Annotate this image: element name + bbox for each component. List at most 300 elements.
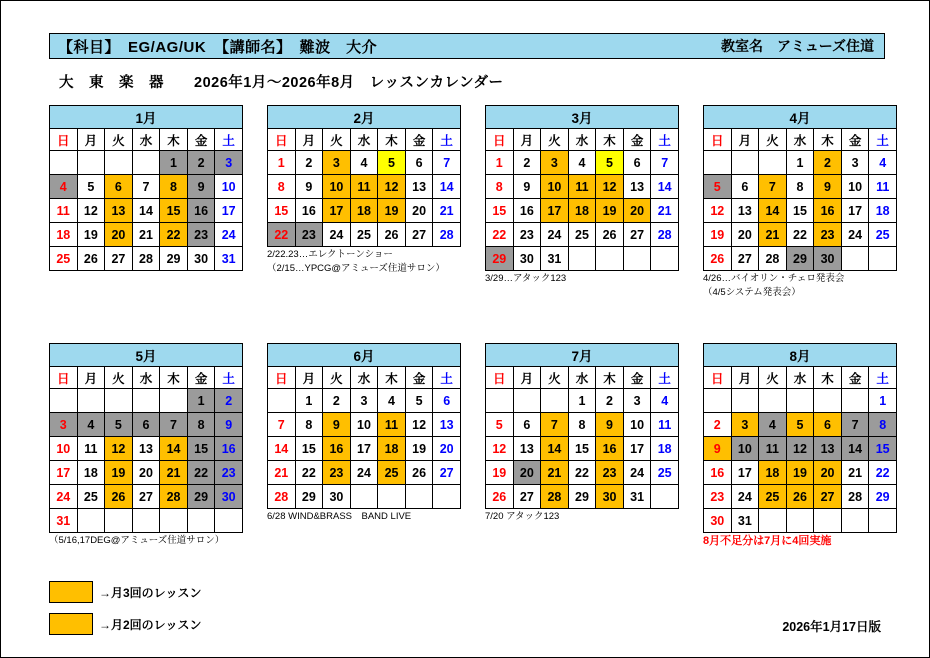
calendar-day-cell: 19 (786, 461, 814, 485)
calendar-month (49, 105, 243, 271)
page-title: 大 東 楽 器 2026年1月～2026年8月 レッスンカレンダー (59, 75, 504, 91)
calendar-day-cell: 20 (433, 437, 461, 461)
calendar-day-cell: 14 (433, 175, 461, 199)
calendar-note: 2/22.23…エレクトーンショー (267, 249, 393, 260)
calendar-day-cell: 5 (378, 151, 406, 175)
weekday-header: 水 (786, 367, 814, 389)
calendar-day-cell: 1 (187, 389, 215, 413)
calendar-day-cell: 8 (187, 413, 215, 437)
calendar-day-cell: 6 (405, 151, 433, 175)
calendar-day-cell: 22 (295, 461, 323, 485)
calendar-day-cell: 12 (786, 437, 814, 461)
calendar-table (49, 105, 243, 271)
calendar-month (267, 343, 461, 523)
calendar-day-cell: 5 (596, 151, 624, 175)
weekday-header: 火 (759, 367, 787, 389)
calendar-day-cell: 28 (651, 223, 679, 247)
calendar-day-cell: 27 (105, 247, 133, 271)
calendar-note: （4/5システム発表会） (703, 286, 801, 298)
calendar-day-cell: 21 (132, 223, 160, 247)
calendar-day-cell: 15 (295, 437, 323, 461)
calendar-day-cell: 4 (759, 413, 787, 437)
calendar-cell-empty (132, 151, 160, 175)
weekday-header: 月 (513, 129, 541, 151)
weekday-header: 火 (541, 129, 569, 151)
calendar-day-cell: 9 (814, 175, 842, 199)
calendar-day-cell: 25 (568, 223, 596, 247)
calendar-day-cell: 27 (405, 223, 433, 247)
calendar-day-cell: 23 (513, 223, 541, 247)
weekday-header: 金 (841, 367, 869, 389)
calendar-day-cell: 13 (105, 199, 133, 223)
calendar-day-cell: 28 (160, 485, 188, 509)
calendar-day-cell: 16 (215, 437, 243, 461)
calendar-day-cell: 29 (869, 485, 897, 509)
calendar-day-cell: 15 (187, 437, 215, 461)
calendar-day-cell: 28 (541, 485, 569, 509)
calendar-day-cell: 26 (77, 247, 105, 271)
calendar-day-cell: 7 (268, 413, 296, 437)
calendar-day-cell: 25 (378, 461, 406, 485)
calendar-day-cell: 20 (132, 461, 160, 485)
calendar-month-title: 1月 (50, 106, 243, 129)
calendar-cell-empty (350, 485, 378, 509)
calendar-day-cell: 15 (160, 199, 188, 223)
weekday-header: 土 (215, 129, 243, 151)
calendar-day-cell: 17 (323, 199, 351, 223)
calendar-day-cell: 31 (541, 247, 569, 271)
calendar-day-cell: 10 (50, 437, 78, 461)
weekday-header: 月 (295, 129, 323, 151)
calendar-month-title: 5月 (50, 344, 243, 367)
calendar-day-cell: 22 (486, 223, 514, 247)
calendar-day-cell: 24 (541, 223, 569, 247)
calendar-day-cell: 17 (841, 199, 869, 223)
calendar-day-cell: 20 (814, 461, 842, 485)
calendar-day-cell: 12 (77, 199, 105, 223)
calendar-day-cell: 4 (378, 389, 406, 413)
calendar-day-cell: 20 (623, 199, 651, 223)
calendar-month (703, 343, 897, 549)
legend-item (49, 581, 202, 603)
calendar-day-cell: 6 (623, 151, 651, 175)
calendar-day-cell: 9 (704, 437, 732, 461)
weekday-header: 木 (160, 129, 188, 151)
calendar-month-title: 3月 (486, 106, 679, 129)
weekday-header: 土 (651, 129, 679, 151)
calendar-day-cell: 10 (215, 175, 243, 199)
calendar-day-cell: 2 (187, 151, 215, 175)
calendar-day-cell: 10 (350, 413, 378, 437)
calendar-cell-empty (841, 389, 869, 413)
calendar-note: 3/29…アタック123 (485, 273, 567, 284)
calendar-cell-empty (651, 247, 679, 271)
calendar-month-title: 7月 (486, 344, 679, 367)
calendar-day-cell: 9 (596, 413, 624, 437)
calendar-day-cell: 2 (704, 413, 732, 437)
calendar-cell-empty (160, 509, 188, 533)
calendar-note: 4/26…バイオリン・チェロ発表会 (703, 273, 845, 284)
calendar-day-cell: 7 (160, 413, 188, 437)
calendar-cell-empty (596, 247, 624, 271)
calendar-day-cell: 20 (513, 461, 541, 485)
calendar-day-cell: 5 (486, 413, 514, 437)
calendar-cell-empty (704, 389, 732, 413)
calendar-day-cell: 23 (295, 223, 323, 247)
calendar-day-cell: 21 (651, 199, 679, 223)
calendar-day-cell: 26 (378, 223, 406, 247)
calendar-day-cell: 12 (596, 175, 624, 199)
weekday-header: 金 (405, 367, 433, 389)
calendar-day-cell: 5 (704, 175, 732, 199)
calendar-day-cell: 19 (105, 461, 133, 485)
calendar-day-cell: 14 (841, 437, 869, 461)
weekday-header: 日 (486, 129, 514, 151)
calendar-day-cell: 30 (513, 247, 541, 271)
calendar-day-cell: 19 (77, 223, 105, 247)
calendar-day-cell: 6 (731, 175, 759, 199)
calendar-day-cell: 28 (759, 247, 787, 271)
weekday-header: 金 (405, 129, 433, 151)
calendar-cell-empty (623, 247, 651, 271)
calendar-cell-empty (215, 509, 243, 533)
weekday-header: 月 (731, 367, 759, 389)
calendar-day-cell: 23 (814, 223, 842, 247)
calendar-day-cell: 27 (623, 223, 651, 247)
weekday-header: 水 (568, 129, 596, 151)
calendar-day-cell: 27 (132, 485, 160, 509)
calendar-day-cell: 22 (869, 461, 897, 485)
calendar-day-cell: 18 (651, 437, 679, 461)
legend-label-3-lessons: →月3回のレッスン (99, 585, 202, 600)
calendar-month-title: 2月 (268, 106, 461, 129)
calendar-day-cell: 23 (704, 485, 732, 509)
calendar-cell-empty (568, 247, 596, 271)
calendar-day-cell: 8 (486, 175, 514, 199)
footer-version-date: 2026年1月17日版 (782, 620, 881, 634)
calendar-day-cell: 28 (132, 247, 160, 271)
calendar-month (485, 105, 679, 285)
calendar-day-cell: 31 (731, 509, 759, 533)
weekday-header: 火 (323, 367, 351, 389)
calendar-day-cell: 18 (568, 199, 596, 223)
weekday-header: 金 (623, 367, 651, 389)
calendar-day-cell: 11 (759, 437, 787, 461)
weekday-header: 土 (433, 129, 461, 151)
calendar-day-cell: 24 (841, 223, 869, 247)
calendar-day-cell: 14 (268, 437, 296, 461)
calendar-cell-empty (77, 151, 105, 175)
calendar-day-cell: 15 (568, 437, 596, 461)
calendar-day-cell: 6 (513, 413, 541, 437)
weekday-header: 火 (105, 367, 133, 389)
calendar-cell-empty (105, 509, 133, 533)
weekday-header: 木 (160, 367, 188, 389)
calendar-day-cell: 20 (405, 199, 433, 223)
calendar-day-cell: 19 (378, 199, 406, 223)
calendar-day-cell: 16 (513, 199, 541, 223)
calendar-day-cell: 1 (160, 151, 188, 175)
weekday-header: 月 (77, 367, 105, 389)
calendar-day-cell: 30 (814, 247, 842, 271)
calendar-cell-empty (132, 389, 160, 413)
calendar-day-cell: 10 (323, 175, 351, 199)
calendar-day-cell: 27 (513, 485, 541, 509)
calendar-day-cell: 21 (433, 199, 461, 223)
calendar-day-cell: 5 (786, 413, 814, 437)
legend (49, 581, 202, 645)
calendar-day-cell: 1 (786, 151, 814, 175)
calendar-day-cell: 24 (350, 461, 378, 485)
weekday-header: 火 (323, 129, 351, 151)
calendar-day-cell: 7 (651, 151, 679, 175)
calendar-table (267, 105, 461, 247)
calendar-day-cell: 18 (759, 461, 787, 485)
calendar-cell-empty (77, 389, 105, 413)
calendar-day-cell: 3 (350, 389, 378, 413)
calendar-day-cell: 24 (731, 485, 759, 509)
calendar-day-cell: 12 (105, 437, 133, 461)
calendar-day-cell: 12 (486, 437, 514, 461)
calendar-day-cell: 18 (350, 199, 378, 223)
calendar-day-cell: 7 (433, 151, 461, 175)
calendar-cell-empty (841, 247, 869, 271)
calendar-day-cell: 3 (623, 389, 651, 413)
calendar-table (267, 343, 461, 509)
calendar-cell-empty (841, 509, 869, 533)
calendar-day-cell: 27 (433, 461, 461, 485)
weekday-header: 水 (350, 367, 378, 389)
calendar-cell-empty (378, 485, 406, 509)
calendar-cell-empty (77, 509, 105, 533)
calendar-cell-empty (759, 151, 787, 175)
calendar-day-cell: 6 (105, 175, 133, 199)
weekday-header: 木 (596, 129, 624, 151)
calendar-day-cell: 14 (759, 199, 787, 223)
calendar-day-cell: 4 (568, 151, 596, 175)
calendar-day-cell: 2 (814, 151, 842, 175)
weekday-header: 水 (786, 129, 814, 151)
calendar-cell-empty (132, 509, 160, 533)
weekday-header: 水 (132, 129, 160, 151)
calendar-day-cell: 3 (50, 413, 78, 437)
calendar-day-cell: 7 (759, 175, 787, 199)
calendar-note: （2/15…YPCG@アミューズ住道サロン） (267, 262, 445, 274)
calendar-day-cell: 1 (268, 151, 296, 175)
weekday-header: 土 (651, 367, 679, 389)
calendar-day-cell: 26 (486, 485, 514, 509)
calendar-day-cell: 26 (405, 461, 433, 485)
weekday-header: 火 (759, 129, 787, 151)
calendar-day-cell: 4 (50, 175, 78, 199)
weekday-header: 土 (215, 367, 243, 389)
calendar-day-cell: 20 (731, 223, 759, 247)
header-subject-instructor: 【科目】 EG/AG/UK 【講師名】 難波 大介 (58, 38, 378, 56)
calendar-cell-empty (759, 389, 787, 413)
calendar-note: 7/20 アタック123 (485, 511, 560, 522)
header-classroom: 教室名 アミューズ住道 (720, 38, 874, 54)
calendar-day-cell: 17 (350, 437, 378, 461)
calendar-day-cell: 22 (786, 223, 814, 247)
calendar-cell-empty (731, 389, 759, 413)
calendar-month (485, 343, 679, 523)
calendar-day-cell: 6 (814, 413, 842, 437)
calendar-day-cell: 21 (841, 461, 869, 485)
calendar-table (485, 343, 679, 509)
calendar-day-cell: 23 (215, 461, 243, 485)
weekday-header: 月 (77, 129, 105, 151)
calendar-day-cell: 9 (187, 175, 215, 199)
weekday-header: 水 (350, 129, 378, 151)
calendar-day-cell: 21 (160, 461, 188, 485)
calendar-day-cell: 3 (731, 413, 759, 437)
calendar-day-cell: 16 (704, 461, 732, 485)
calendar-day-cell: 17 (50, 461, 78, 485)
calendar-day-cell: 11 (50, 199, 78, 223)
weekday-header: 水 (132, 367, 160, 389)
calendar-day-cell: 19 (596, 199, 624, 223)
legend-label-2-lessons: →月2回のレッスン (99, 617, 202, 632)
calendar-day-cell: 25 (350, 223, 378, 247)
calendar-day-cell: 28 (841, 485, 869, 509)
calendar-day-cell: 29 (187, 485, 215, 509)
calendar-day-cell: 7 (541, 413, 569, 437)
calendar-day-cell: 11 (378, 413, 406, 437)
calendar-day-cell: 2 (215, 389, 243, 413)
calendar-day-cell: 15 (786, 199, 814, 223)
calendar-day-cell: 3 (323, 151, 351, 175)
calendar-day-cell: 26 (596, 223, 624, 247)
calendar-day-cell: 9 (295, 175, 323, 199)
calendar-day-cell: 22 (160, 223, 188, 247)
calendar-cell-empty (105, 151, 133, 175)
calendar-table (703, 343, 897, 533)
calendar-day-cell: 27 (814, 485, 842, 509)
calendar-cell-empty (786, 509, 814, 533)
weekday-header: 日 (704, 367, 732, 389)
calendar-day-cell: 25 (869, 223, 897, 247)
calendar-day-cell: 16 (596, 437, 624, 461)
calendar-day-cell: 9 (323, 413, 351, 437)
calendar-day-cell: 26 (786, 485, 814, 509)
weekday-header: 日 (704, 129, 732, 151)
calendar-day-cell: 16 (323, 437, 351, 461)
weekday-header: 日 (50, 367, 78, 389)
weekday-header: 木 (378, 129, 406, 151)
calendar-table (49, 343, 243, 533)
calendar-day-cell: 7 (841, 413, 869, 437)
calendar-day-cell: 29 (295, 485, 323, 509)
calendar-day-cell: 13 (405, 175, 433, 199)
weekday-header: 土 (869, 129, 897, 151)
calendar-cell-empty (486, 389, 514, 413)
calendar-day-cell: 18 (869, 199, 897, 223)
calendar-day-cell: 12 (405, 413, 433, 437)
calendar-month-title: 8月 (704, 344, 897, 367)
calendar-day-cell: 10 (623, 413, 651, 437)
calendar-day-cell: 4 (350, 151, 378, 175)
calendar-day-cell: 27 (731, 247, 759, 271)
weekday-header: 木 (814, 129, 842, 151)
weekday-header: 金 (623, 129, 651, 151)
calendar-day-cell: 17 (541, 199, 569, 223)
calendar-day-cell: 25 (50, 247, 78, 271)
calendar-day-cell: 10 (541, 175, 569, 199)
calendar-day-cell: 5 (77, 175, 105, 199)
calendar-table (703, 105, 897, 271)
calendar-cell-empty (731, 151, 759, 175)
calendar-day-cell: 1 (568, 389, 596, 413)
weekday-header: 火 (105, 129, 133, 151)
calendar-day-cell: 8 (869, 413, 897, 437)
calendar-day-cell: 31 (50, 509, 78, 533)
calendar-day-cell: 9 (215, 413, 243, 437)
calendar-day-cell: 8 (568, 413, 596, 437)
calendar-day-cell: 28 (433, 223, 461, 247)
calendar-month (703, 105, 897, 299)
calendar-day-cell: 16 (814, 199, 842, 223)
weekday-header: 金 (187, 367, 215, 389)
calendar-day-cell: 30 (215, 485, 243, 509)
calendar-month-title: 6月 (268, 344, 461, 367)
calendar-day-cell: 5 (105, 413, 133, 437)
calendar-day-cell: 24 (623, 461, 651, 485)
calendar-day-cell: 30 (323, 485, 351, 509)
calendar-month-title: 4月 (704, 106, 897, 129)
calendar-day-cell: 5 (405, 389, 433, 413)
weekday-header: 木 (596, 367, 624, 389)
calendar-day-cell: 11 (651, 413, 679, 437)
weekday-header: 土 (869, 367, 897, 389)
calendar-day-cell: 24 (215, 223, 243, 247)
calendar-day-cell: 22 (268, 223, 296, 247)
calendar-day-cell: 12 (704, 199, 732, 223)
calendar-cell-empty (704, 151, 732, 175)
calendar-day-cell: 14 (651, 175, 679, 199)
calendar-day-cell: 25 (651, 461, 679, 485)
calendar-day-cell: 13 (623, 175, 651, 199)
calendar-day-cell: 3 (541, 151, 569, 175)
weekday-header: 土 (433, 367, 461, 389)
calendar-day-cell: 11 (350, 175, 378, 199)
calendar-day-cell: 22 (187, 461, 215, 485)
calendar-day-cell: 30 (596, 485, 624, 509)
calendar-day-cell: 14 (541, 437, 569, 461)
calendar-day-cell: 13 (814, 437, 842, 461)
calendar-day-cell: 8 (160, 175, 188, 199)
calendar-day-cell: 1 (486, 151, 514, 175)
header-bar (49, 33, 885, 59)
calendar-day-cell: 3 (215, 151, 243, 175)
calendar-day-cell: 19 (486, 461, 514, 485)
weekday-header: 水 (568, 367, 596, 389)
weekday-header: 火 (541, 367, 569, 389)
calendar-cell-empty (160, 389, 188, 413)
calendar-day-cell: 23 (596, 461, 624, 485)
calendar-day-cell: 31 (623, 485, 651, 509)
calendar-day-cell: 2 (323, 389, 351, 413)
calendar-note: 6/28 WIND&BRASS BAND LIVE (267, 511, 412, 522)
calendar-day-cell: 6 (132, 413, 160, 437)
weekday-header: 金 (841, 129, 869, 151)
calendar-day-cell: 22 (568, 461, 596, 485)
calendar-day-cell: 8 (268, 175, 296, 199)
calendar-day-cell: 20 (105, 223, 133, 247)
calendar-day-cell: 10 (731, 437, 759, 461)
calendar-day-cell: 2 (513, 151, 541, 175)
calendar-day-cell: 2 (295, 151, 323, 175)
calendar-cell-empty (405, 485, 433, 509)
